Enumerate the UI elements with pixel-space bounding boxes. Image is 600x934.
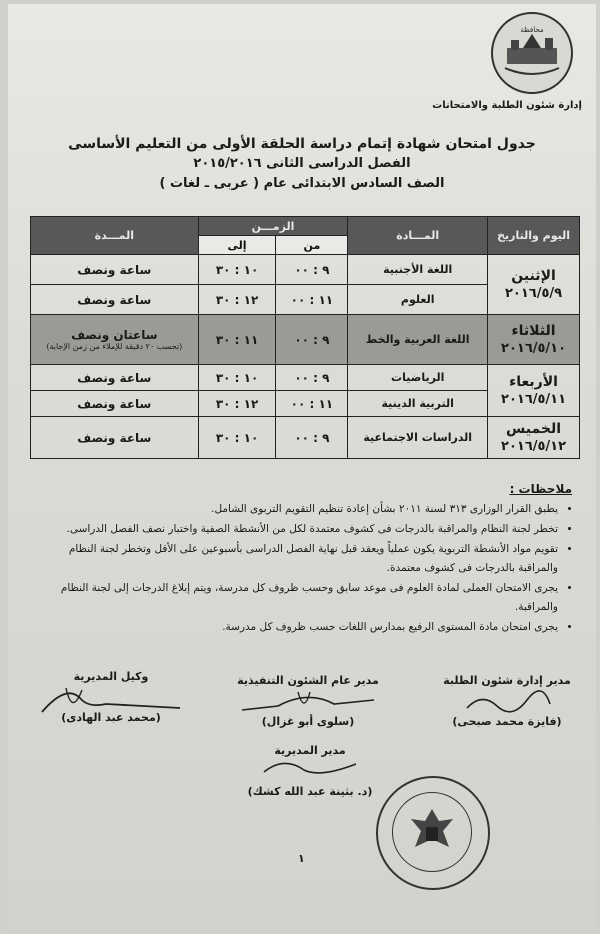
page-number: ١ [298, 852, 305, 865]
note-item: • يجرى الامتحان العملى لمادة العلوم فى موعد سابق وحسب ظروف كل مدرسة، ويتم إبلاغ الدرجات إلى لجنة النظام والمراقبة. [38, 579, 558, 617]
signature-block-director [220, 744, 400, 798]
handwritten-signature-icon [238, 684, 378, 718]
notes-title: ملاحظات : [509, 482, 572, 496]
duration-cell: ساعة ونصف [31, 365, 199, 391]
duration-note: (تحسب ٢٠ دقيقة للإملاء من زمن الإجابة) [46, 342, 183, 351]
day-name: الإثنين [511, 267, 556, 284]
time-from: ٩ : ٠٠ [276, 417, 348, 459]
handwritten-signature-icon [462, 688, 552, 718]
handwritten-signature-icon [36, 678, 186, 718]
directorate-logo [491, 12, 573, 94]
header-time: الزمـــن [198, 217, 348, 236]
document-page [8, 4, 596, 930]
header-to: إلى [198, 236, 276, 255]
time-from: ٩ : ٠٠ [276, 255, 348, 285]
signature-block-executive-affairs [228, 674, 388, 728]
note-item: • يطبق القرار الوزارى ٣١٣ لسنة ٢٠١١ بشأن إعادة تنظيم التقويم التربوى الشامل. [38, 500, 558, 519]
subject-cell: العلوم [348, 285, 488, 315]
duration-cell [31, 315, 199, 365]
duration-cell: ساعة ونصف [31, 391, 199, 417]
header-day-date: اليوم والتاريخ [488, 217, 580, 255]
logo-emblem-icon [493, 14, 571, 92]
seal-inner-ring [392, 792, 472, 872]
duration-cell: ساعة ونصف [31, 285, 199, 315]
day-date: ٢٠١٦/٥/١٠ [501, 340, 567, 356]
signature-name: (محمد عبد الهادى) [61, 711, 161, 724]
signature-title: مدير إدارة شئون الطلبة [443, 674, 571, 687]
note-item: • تقويم مواد الأنشطة التربوية يكون عملياً ويعقد قبل نهاية الفصل الدراسى بأسبوعين على الأقل وتخطر لجنة النظام والمراقبة بالدرجات فى كشوف معتمدة. [38, 540, 558, 578]
note-item: • يجرى امتحان مادة المستوى الرفيع بمدارس اللغات حسب ظروف كل مدرسة. [38, 618, 558, 637]
table-row [31, 255, 580, 285]
table-row [31, 315, 580, 365]
day-date: ٢٠١٦/٥/١١ [501, 391, 567, 407]
signature-block-deputy [36, 670, 186, 724]
day-date: ٢٠١٦/٥/٩ [504, 285, 563, 301]
duration-text: ساعتان ونصف [71, 328, 158, 342]
header-from: من [276, 236, 348, 255]
duration-cell: ساعة ونصف [31, 417, 199, 459]
table-row [31, 417, 580, 459]
subject-cell: الرياضيات [348, 365, 488, 391]
time-from: ٩ : ٠٠ [276, 365, 348, 391]
subject-cell: اللغة الأجنبية [348, 255, 488, 285]
subject-cell: الدراسات الاجتماعية [348, 417, 488, 459]
notes-section [38, 482, 572, 638]
time-to: ١٢ : ٣٠ [198, 391, 276, 417]
signature-name: (فايزة محمد صبحى) [452, 715, 562, 728]
day-name: الأربعاء [509, 373, 558, 390]
notes-list [38, 500, 572, 637]
header-logo-block [432, 12, 582, 111]
title-block [48, 134, 556, 194]
logo-caption: محافظة [520, 26, 544, 34]
semester-line: الفصل الدراسى الثانى ٢٠١٥/٢٠١٦ [193, 156, 411, 171]
eagle-emblem-icon [393, 793, 471, 871]
exam-schedule-table [30, 216, 580, 459]
table-row [31, 365, 580, 391]
day-cell [488, 255, 580, 315]
day-cell [488, 365, 580, 417]
day-name: الخميس [506, 420, 562, 437]
note-item: • تخطر لجنة النظام والمراقبة بالدرجات فى كشوف معتمدة لكل من الأنشطة الصفية واختبار نصف الفصل الدراسى. [38, 520, 558, 539]
signature-name: (د. بثينة عبد الله كشك) [247, 785, 373, 798]
signature-title: مدير المديرية [274, 744, 346, 757]
header-subject: المـــادة [348, 217, 488, 255]
day-cell [488, 417, 580, 459]
time-from: ١١ : ٠٠ [276, 391, 348, 417]
duration-cell: ساعة ونصف [31, 255, 199, 285]
signature-block-students-affairs [432, 674, 582, 728]
signature-name: (سلوى أبو غزال) [261, 715, 355, 728]
header-duration: المـــدة [31, 217, 199, 255]
subject-cell: التربية الدينية [348, 391, 488, 417]
document-title: جدول امتحان شهادة إتمام دراسة الحلقة الأولى من التعليم الأساسى [68, 136, 536, 152]
time-to: ١٠ : ٣٠ [198, 255, 276, 285]
day-date: ٢٠١٦/٥/١٢ [501, 438, 567, 454]
signature-title: مدير عام الشئون التنفيذية [237, 674, 379, 687]
handwritten-signature-icon [260, 750, 360, 780]
time-from: ١١ : ٠٠ [276, 285, 348, 315]
time-to: ١١ : ٣٠ [198, 315, 276, 365]
time-from: ٩ : ٠٠ [276, 315, 348, 365]
official-seal [376, 776, 490, 890]
grade-line: الصف السادس الابتدائى عام ( عربى ـ لغات ) [159, 176, 445, 191]
time-to: ١٢ : ٣٠ [198, 285, 276, 315]
day-name: الثلاثاء [511, 322, 556, 339]
signature-title: وكيل المديرية [73, 670, 149, 683]
day-cell [488, 315, 580, 365]
time-to: ١٠ : ٣٠ [198, 417, 276, 459]
time-to: ١٠ : ٣٠ [198, 365, 276, 391]
department-name: إدارة شئون الطلبة والامتحانات [432, 100, 582, 111]
subject-cell: اللغة العربية والخط [348, 315, 488, 365]
